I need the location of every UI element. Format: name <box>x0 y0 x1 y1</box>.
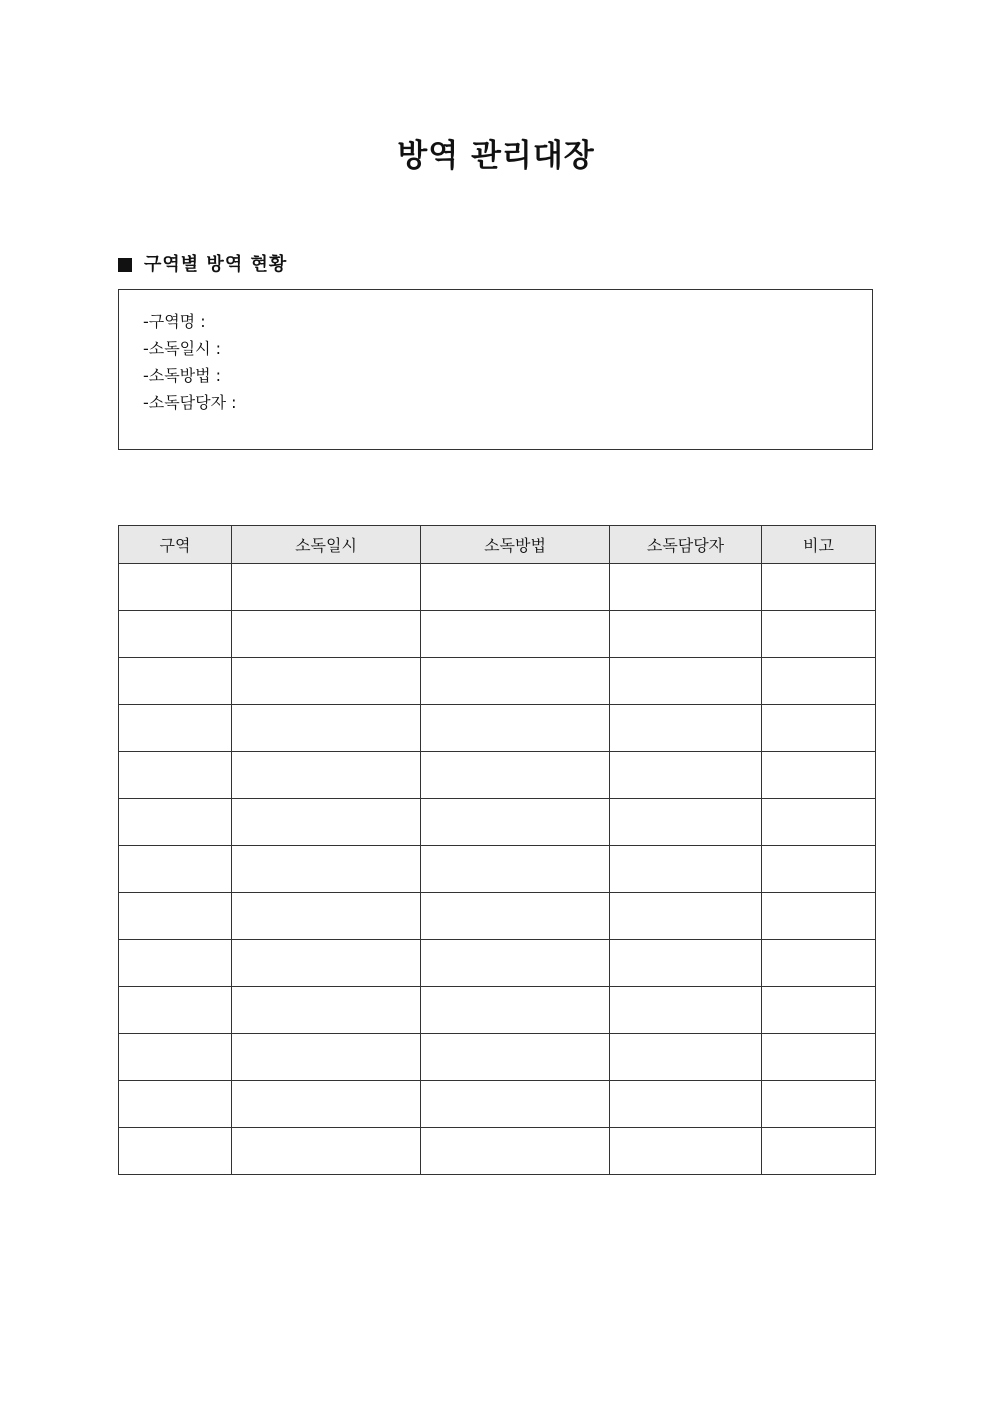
table-cell-datetime[interactable] <box>232 846 421 893</box>
table-cell-manager[interactable] <box>610 940 762 987</box>
table-cell-zone[interactable] <box>119 940 232 987</box>
table-header-row <box>119 526 876 564</box>
table-cell-method[interactable] <box>421 940 610 987</box>
table-cell-manager[interactable] <box>610 893 762 940</box>
table-row <box>119 1081 876 1128</box>
table-cell-remarks[interactable] <box>762 705 876 752</box>
table-cell-zone[interactable] <box>119 846 232 893</box>
table-cell-remarks[interactable] <box>762 846 876 893</box>
table-cell-method[interactable] <box>421 564 610 611</box>
table-cell-zone[interactable] <box>119 799 232 846</box>
table-cell-manager[interactable] <box>610 611 762 658</box>
table-cell-manager[interactable] <box>610 752 762 799</box>
table-cell-datetime[interactable] <box>232 705 421 752</box>
table-row <box>119 893 876 940</box>
table-cell-method[interactable] <box>421 705 610 752</box>
table-cell-zone[interactable] <box>119 705 232 752</box>
info-zone-name-line: -구역명 : <box>143 312 206 331</box>
section-heading-label: 구역별 방역 현황 <box>144 254 288 275</box>
table-row <box>119 564 876 611</box>
table-row <box>119 846 876 893</box>
table-cell-method[interactable] <box>421 846 610 893</box>
table-cell-method[interactable] <box>421 752 610 799</box>
table-cell-manager[interactable] <box>610 799 762 846</box>
table-cell-remarks[interactable] <box>762 987 876 1034</box>
table-row <box>119 658 876 705</box>
table-row <box>119 1128 876 1175</box>
table-cell-datetime[interactable] <box>232 893 421 940</box>
table-cell-remarks[interactable] <box>762 1034 876 1081</box>
table-cell-zone[interactable] <box>119 564 232 611</box>
table-body <box>119 564 876 1175</box>
table-cell-datetime[interactable] <box>232 1081 421 1128</box>
table-cell-manager[interactable] <box>610 1128 762 1175</box>
table-cell-manager[interactable] <box>610 846 762 893</box>
table-cell-manager[interactable] <box>610 658 762 705</box>
table-cell-datetime[interactable] <box>232 940 421 987</box>
table-row <box>119 987 876 1034</box>
table-cell-datetime[interactable] <box>232 987 421 1034</box>
table-cell-manager[interactable] <box>610 987 762 1034</box>
table-cell-method[interactable] <box>421 1128 610 1175</box>
table-cell-method[interactable] <box>421 799 610 846</box>
table-cell-remarks[interactable] <box>762 564 876 611</box>
table-cell-zone[interactable] <box>119 1128 232 1175</box>
info-box <box>118 289 873 450</box>
table-cell-zone[interactable] <box>119 893 232 940</box>
table-row <box>119 705 876 752</box>
table-cell-manager[interactable] <box>610 1034 762 1081</box>
disinfection-record-table <box>118 525 876 1175</box>
table-cell-datetime[interactable] <box>232 752 421 799</box>
table-cell-method[interactable] <box>421 658 610 705</box>
table-cell-remarks[interactable] <box>762 940 876 987</box>
table-cell-remarks[interactable] <box>762 799 876 846</box>
column-header-method: 소독방법 <box>421 526 610 564</box>
table-cell-method[interactable] <box>421 893 610 940</box>
table-cell-zone[interactable] <box>119 658 232 705</box>
table-cell-datetime[interactable] <box>232 611 421 658</box>
table-cell-manager[interactable] <box>610 564 762 611</box>
square-bullet-icon <box>118 258 132 272</box>
table-cell-method[interactable] <box>421 987 610 1034</box>
table-cell-zone[interactable] <box>119 987 232 1034</box>
info-disinfection-datetime-line: -소독일시 : <box>143 339 222 358</box>
table-cell-remarks[interactable] <box>762 1128 876 1175</box>
table-row <box>119 940 876 987</box>
table-cell-remarks[interactable] <box>762 658 876 705</box>
table-cell-remarks[interactable] <box>762 611 876 658</box>
table-cell-manager[interactable] <box>610 1081 762 1128</box>
table-cell-zone[interactable] <box>119 611 232 658</box>
table-row <box>119 611 876 658</box>
table-row <box>119 1034 876 1081</box>
table-cell-datetime[interactable] <box>232 564 421 611</box>
page-title: 방역 관리대장 <box>397 138 595 174</box>
column-header-manager: 소독담당자 <box>610 526 762 564</box>
info-disinfection-method-line: -소독방법 : <box>143 366 222 385</box>
table-row <box>119 752 876 799</box>
table-cell-method[interactable] <box>421 1081 610 1128</box>
column-header-datetime: 소독일시 <box>232 526 421 564</box>
info-disinfection-manager-line: -소독담당자 : <box>143 393 237 412</box>
table-cell-zone[interactable] <box>119 1081 232 1128</box>
table-cell-zone[interactable] <box>119 752 232 799</box>
table-cell-manager[interactable] <box>610 705 762 752</box>
table-cell-datetime[interactable] <box>232 1034 421 1081</box>
section-heading <box>118 252 287 278</box>
table-cell-remarks[interactable] <box>762 1081 876 1128</box>
table-cell-zone[interactable] <box>119 1034 232 1081</box>
table-cell-method[interactable] <box>421 611 610 658</box>
column-header-zone: 구역 <box>119 526 232 564</box>
table-cell-datetime[interactable] <box>232 658 421 705</box>
table-cell-remarks[interactable] <box>762 752 876 799</box>
table-cell-datetime[interactable] <box>232 799 421 846</box>
column-header-remarks: 비고 <box>762 526 876 564</box>
table-row <box>119 799 876 846</box>
table-cell-datetime[interactable] <box>232 1128 421 1175</box>
table-cell-method[interactable] <box>421 1034 610 1081</box>
table-cell-remarks[interactable] <box>762 893 876 940</box>
